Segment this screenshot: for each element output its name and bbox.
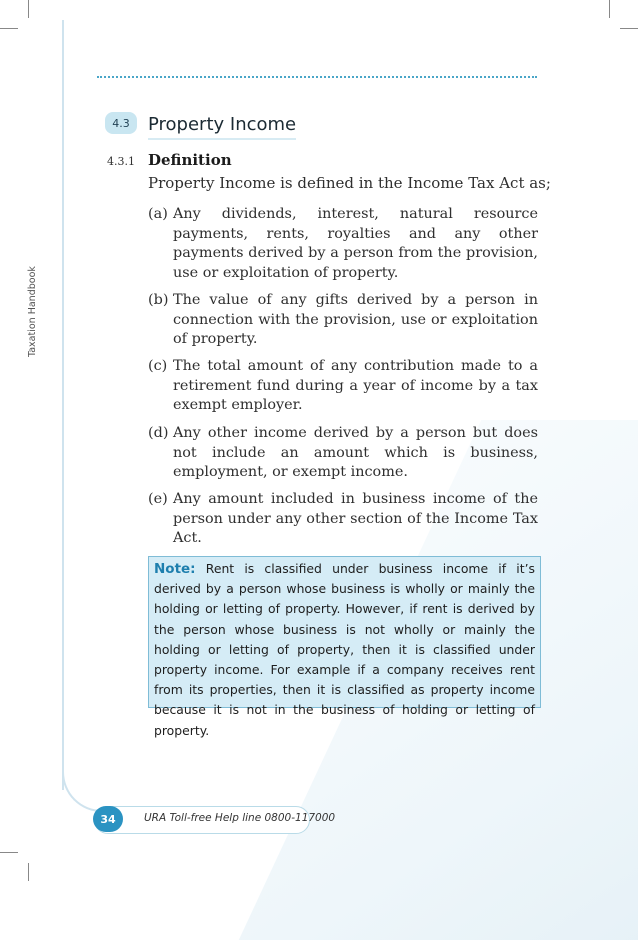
crop-mark <box>0 28 18 29</box>
list-item-text: Any amount included in business income of the person under any other section of the Income Tax Act. <box>173 491 538 546</box>
list-item-label: (a) <box>148 206 168 222</box>
crop-mark <box>609 0 610 18</box>
list-item <box>148 291 538 350</box>
page-number: 34 <box>93 806 123 832</box>
note-box <box>148 556 541 738</box>
section-title: Property Income <box>148 114 296 140</box>
list-item-text: Any dividends, interest, natural resource payments, rents, royalties and any other payments derived by a person from the provision, use or exploitation of property. <box>173 206 538 281</box>
dotted-divider <box>97 76 537 78</box>
crop-mark <box>620 28 638 29</box>
list-item <box>148 357 538 416</box>
note-label: Note: <box>154 561 196 577</box>
crop-mark <box>28 863 29 881</box>
margin-line <box>62 20 64 790</box>
crop-mark <box>28 0 29 18</box>
list-item-text: The value of any gifts derived by a person in connection with the provision, use or exploitation of property. <box>173 292 538 347</box>
crop-mark <box>0 852 18 853</box>
section-number-badge: 4.3 <box>105 112 137 134</box>
subsection-number: 4.3.1 <box>107 155 135 168</box>
list-item-label: (d) <box>148 425 169 441</box>
side-label: Taxation Handbook <box>27 266 38 357</box>
list-item <box>148 490 538 549</box>
list-item-text: Any other income derived by a person but does not include an amount which is business, employment, or exempt income. <box>173 425 538 480</box>
list-item-label: (b) <box>148 292 169 308</box>
list-item-text: The total amount of any contribution made to a retirement fund during a year of income by a tax exempt employer. <box>173 358 538 413</box>
definition-intro: Property Income is defined in the Income Tax Act as; <box>148 174 551 192</box>
list-item-label: (c) <box>148 358 168 374</box>
helpline-text: URA Toll-free Help line 0800-117000 <box>144 812 336 824</box>
list-item <box>148 424 538 483</box>
note-text: Rent is classified under business income if it’s derived by a person whose business is wholly or mainly the holding or letting of property. However, if rent is derived by the person whose business is not wholly or mainly the holding or letting of property, then it is classified under property income. For example if a company receives rent from its properties, then it is classified as property income because it is not in the business of holding or letting of property. <box>154 561 535 738</box>
list-item-label: (e) <box>148 491 168 507</box>
list-item <box>148 205 538 283</box>
subsection-title: Definition <box>148 151 232 169</box>
